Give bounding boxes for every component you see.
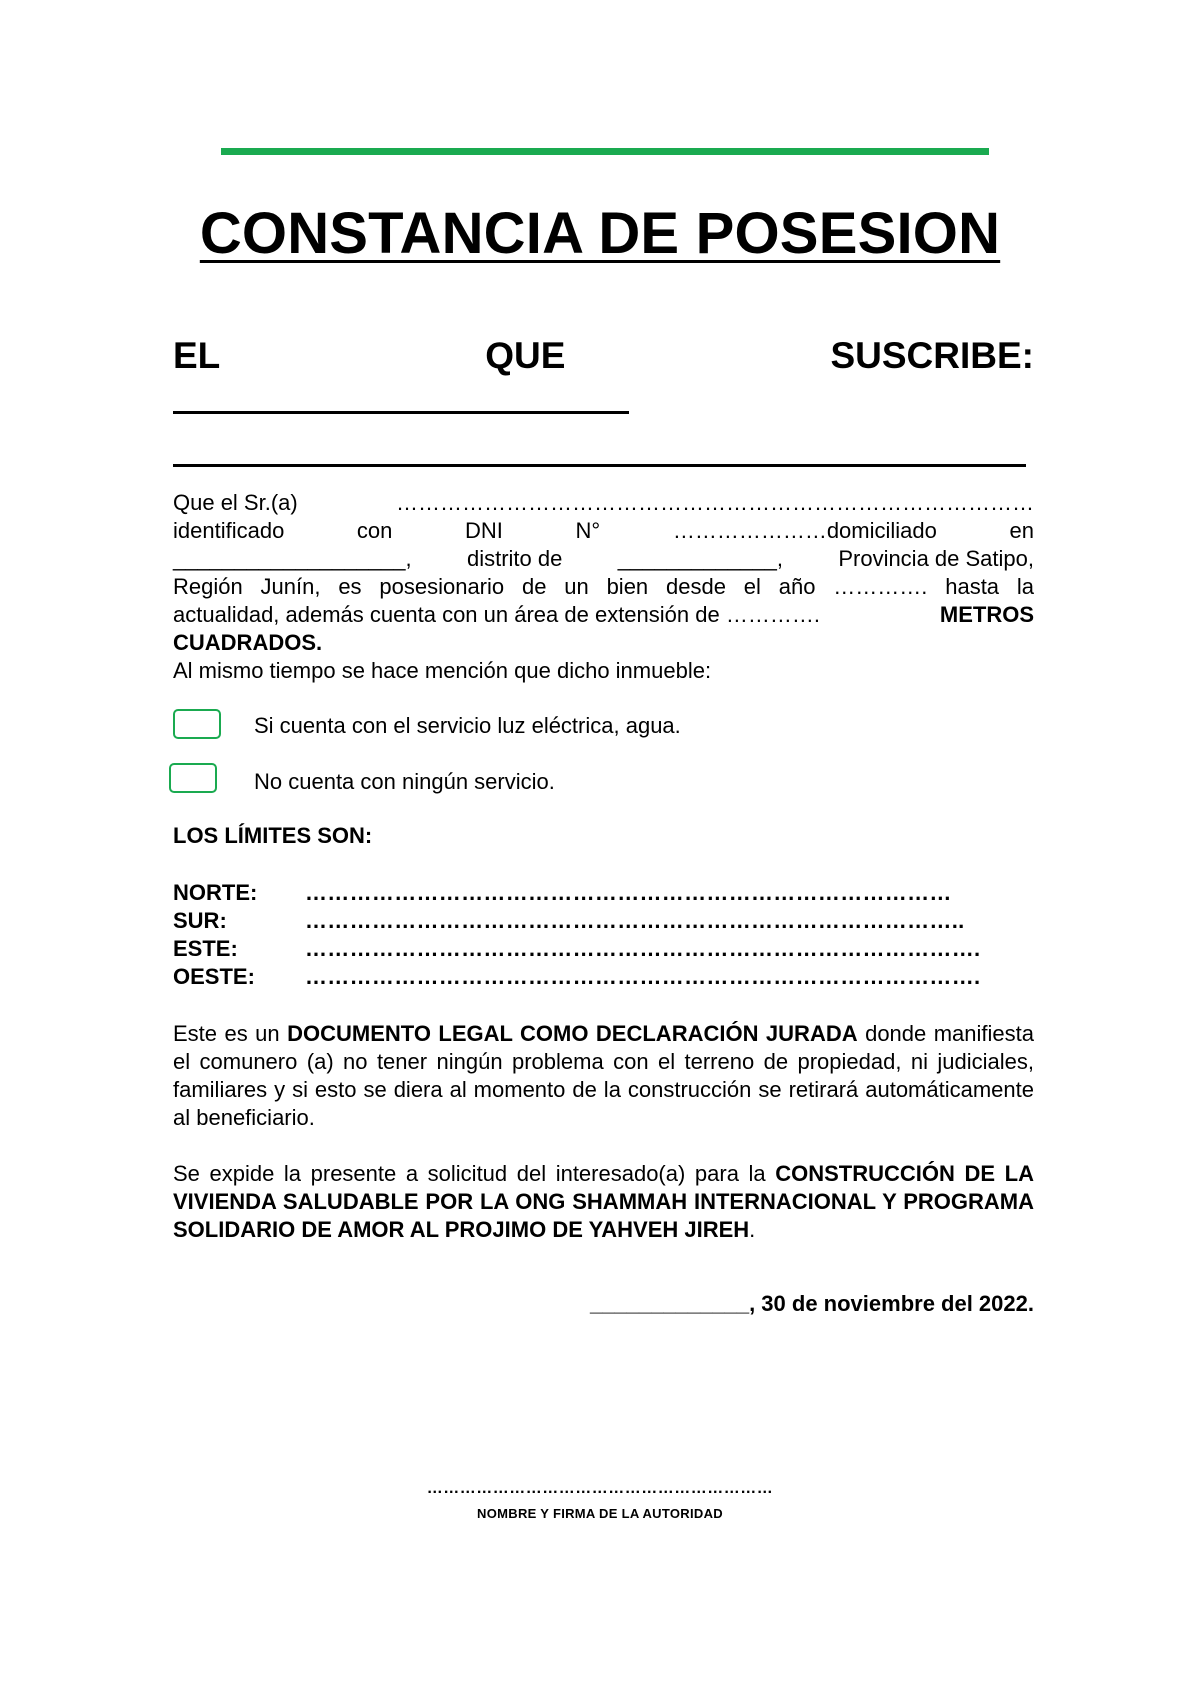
- district-blank: _____________,: [617, 546, 783, 571]
- service-yes-label: Si cuenta con el servicio luz eléctrica, agua.: [254, 713, 681, 738]
- limits-heading: LOS LÍMITES SON:: [173, 823, 373, 848]
- body-line-5: [173, 601, 1034, 629]
- limit-row-este: [173, 936, 980, 962]
- body-word: N°: [575, 518, 601, 543]
- limit-label: NORTE:: [173, 880, 258, 905]
- legal-paragraph-1: [173, 1020, 1034, 1132]
- suscribe-word-1: EL: [173, 335, 221, 376]
- body-word: con: [356, 518, 393, 543]
- body-line-7: Al mismo tiempo se hace mención que dicho inmueble:: [173, 658, 712, 683]
- limit-row-sur: [173, 908, 965, 934]
- name-blank-dots: ……………………………………………………………………………: [396, 490, 1034, 515]
- body-line-4: Región Junín, es posesionario de un bien desde el año …………. hasta la: [173, 574, 1034, 599]
- service-no-checkbox[interactable]: [169, 763, 217, 793]
- date-line: _____________, 30 de noviembre del 2022.: [590, 1291, 1034, 1316]
- body-word: DNI: [465, 518, 503, 543]
- body-text: .: [749, 1217, 756, 1242]
- limit-row-oeste: [173, 964, 980, 990]
- body-word: en: [1009, 518, 1034, 543]
- body-text: Que el Sr.(a): [173, 490, 298, 515]
- body-line-2: [173, 517, 1034, 545]
- body-paragraph: [173, 489, 1034, 685]
- body-text: Provincia de Satipo,: [838, 546, 1034, 571]
- body-word: identificado: [173, 518, 285, 543]
- body-text: actualidad, además cuenta con un área de extensión de ………….: [173, 602, 820, 627]
- bold-text: DOCUMENTO LEGAL COMO DECLARACIÓN JURADA: [287, 1021, 858, 1046]
- bold-text: CUADRADOS.: [173, 630, 323, 655]
- address-blank: ___________________,: [173, 546, 412, 571]
- bold-text: CONSTRUCCIÓN DE LA VIVIENDA SALUDABLE POR LA ONG SHAMMAH INTERNACIONAL Y PROGRAMA SOLIDARIO DE AMOR AL PROJIMO DE YAHVEH JIREH: [173, 1161, 1034, 1242]
- body-line-3: [173, 545, 1034, 573]
- suscribe-word-2: QUE: [485, 335, 566, 376]
- document-title: CONSTANCIA DE POSESION: [199, 201, 1001, 266]
- limit-dots: ……………………………………………………………………………….: [305, 936, 981, 961]
- suscribe-word-3: SUSCRIBE:: [830, 335, 1034, 376]
- bold-text: METROS: [939, 602, 1034, 627]
- body-line-1: [173, 489, 1034, 517]
- suscribe-heading: [173, 335, 1034, 377]
- green-top-rule: [221, 148, 989, 155]
- limit-row-norte: [173, 880, 952, 906]
- signer-blank-line-2: [173, 464, 1026, 467]
- limit-dots: ……………………………………………………………………………….: [305, 964, 981, 989]
- body-text: Este es un: [173, 1021, 280, 1046]
- limit-label: SUR:: [173, 908, 227, 933]
- limit-dots: ……………………………………………………………………………..: [305, 908, 965, 933]
- limit-dots: ……………………………………………………………………………: [305, 880, 952, 905]
- body-text: donde manifiesta el comunero (a) no tener ningún problema con el terreno de propiedad, ni judiciales, familiares y si esto se diera al momento de la construcción se retirará automáticamente al beneficiario.: [173, 1021, 1034, 1130]
- signer-blank-line-1: [173, 411, 629, 414]
- signature-label: NOMBRE Y FIRMA DE LA AUTORIDAD: [477, 1506, 723, 1521]
- service-yes-checkbox[interactable]: [173, 709, 221, 739]
- body-text: Se expide la presente a solicitud del interesado(a) para la: [173, 1161, 766, 1186]
- body-text: distrito de: [466, 546, 563, 571]
- body-word: …………………domiciliado: [672, 518, 937, 543]
- limit-label: OESTE:: [173, 964, 255, 989]
- service-no-label: No cuenta con ningún servicio.: [254, 769, 555, 794]
- signature-dots: ………………………………………………………: [426, 1480, 774, 1497]
- legal-paragraph-2: [173, 1160, 1034, 1244]
- limit-label: ESTE:: [173, 936, 238, 961]
